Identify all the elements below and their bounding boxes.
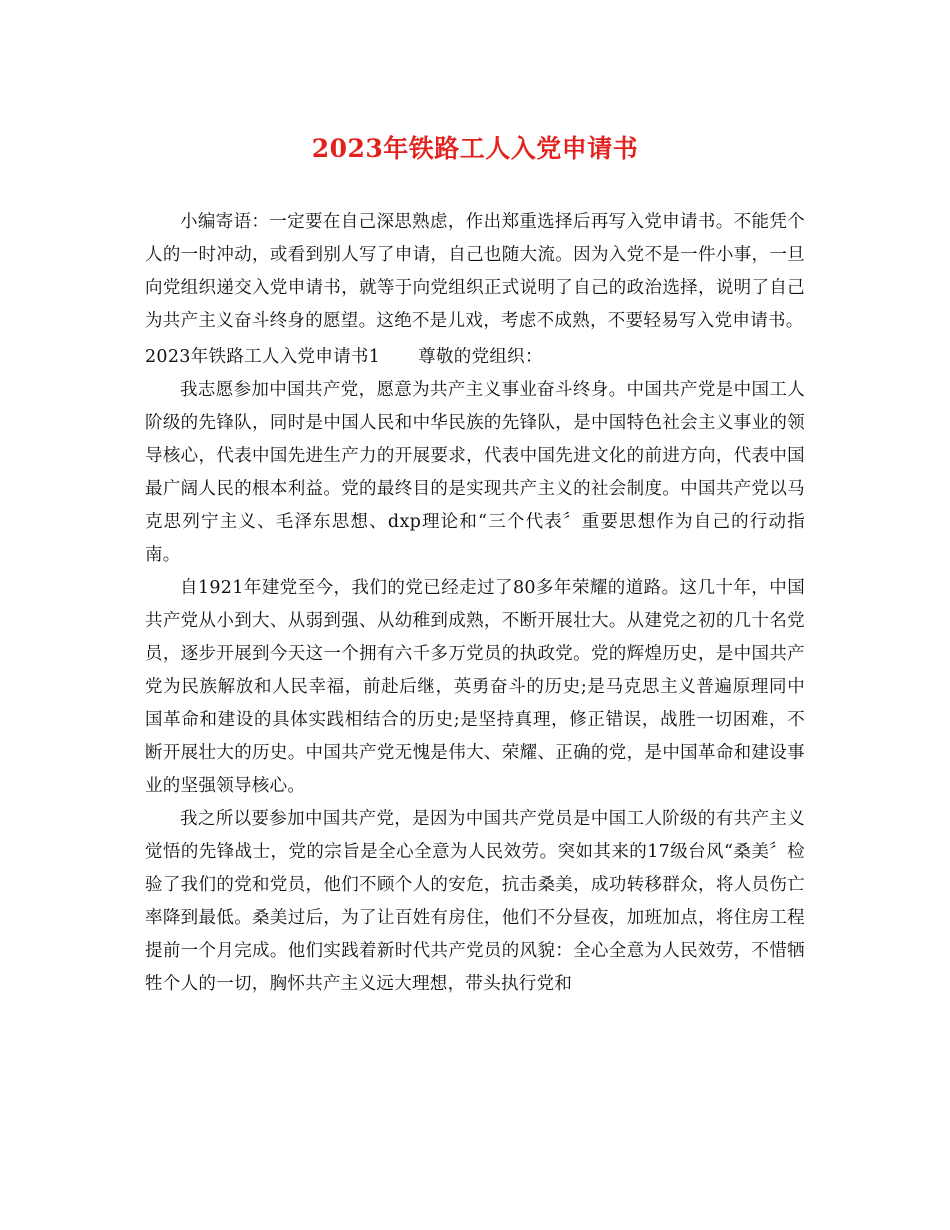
body-paragraph: 自1921年建党至今，我们的党已经走过了80多年荣耀的道路。这几十年，中国共产党从小到大、从弱到强、从幼稚到成熟，不断开展壮大。从建党之初的几十名党员，逐步开展到今天这一个拥有六千多万党员的执政党。党的辉煌历史，是中国共产党为民族解放和人民幸福，前赴后继，英勇奋斗的历史;是马克思主义普遍原理同中国革命和建设的具体实践相结合的历史;是坚持真理，修正错误，战胜一切困难，不断开展壮大的历史。中国共产党无愧是伟大、荣耀、正确的党，是中国革命和建设事业的坚强领导核心。 (145, 578, 805, 796)
document-title: 2023年铁路工人入党申请书 (311, 134, 639, 163)
section-subheading: 2023年铁路工人入党申请书1 (145, 347, 381, 367)
salutation: 尊敬的党组织： (418, 347, 543, 367)
editor-note-paragraph: 小编寄语：一定要在自己深思熟虑，作出郑重选择后再写入党申请书。不能凭个人的一时冲动，或看到别人写了申请，自己也随大流。因为入党不是一件小事，一旦向党组织递交入党申请书，就等于向党组织正式说明了自己的政治选择，说明了自己为共产主义奋斗终身的愿望。这绝不是儿戏，考虑不成熟，不要轻易写入党申请书。 (145, 212, 805, 331)
section-heading-line (145, 341, 805, 374)
document-body (145, 206, 805, 1001)
body-paragraph: 我志愿参加中国共产党，愿意为共产主义事业奋斗终身。中国共产党是中国工人阶级的先锋队，同时是中国人民和中华民族的先锋队，是中国特色社会主义事业的领导核心，代表中国先进生产力的开展要求，代表中国先进文化的前进方向，代表中国最广阔人民的根本利益。党的最终目的是实现共产主义的社会制度。中国共产党以马克思列宁主义、毛泽东思想、dxp理论和“三个代表〞重要思想作为自己的行动指南。 (145, 380, 805, 565)
body-paragraph: 我之所以要参加中国共产党，是因为中国共产党员是中国工人阶级的有共产主义觉悟的先锋战士，党的宗旨是全心全意为人民效劳。突如其来的17级台风“桑美〞检验了我们的党和党员，他们不顾个人的安危，抗击桑美，成功转移群众，将人员伤亡率降到最低。桑美过后，为了让百姓有房住，他们不分昼夜，加班加点，将住房工程提前一个月完成。他们实践着新时代共产党员的风貌：全心全意为人民效劳，不惜牺牲个人的一切，胸怀共产主义远大理想，带头执行党和 (145, 809, 805, 994)
